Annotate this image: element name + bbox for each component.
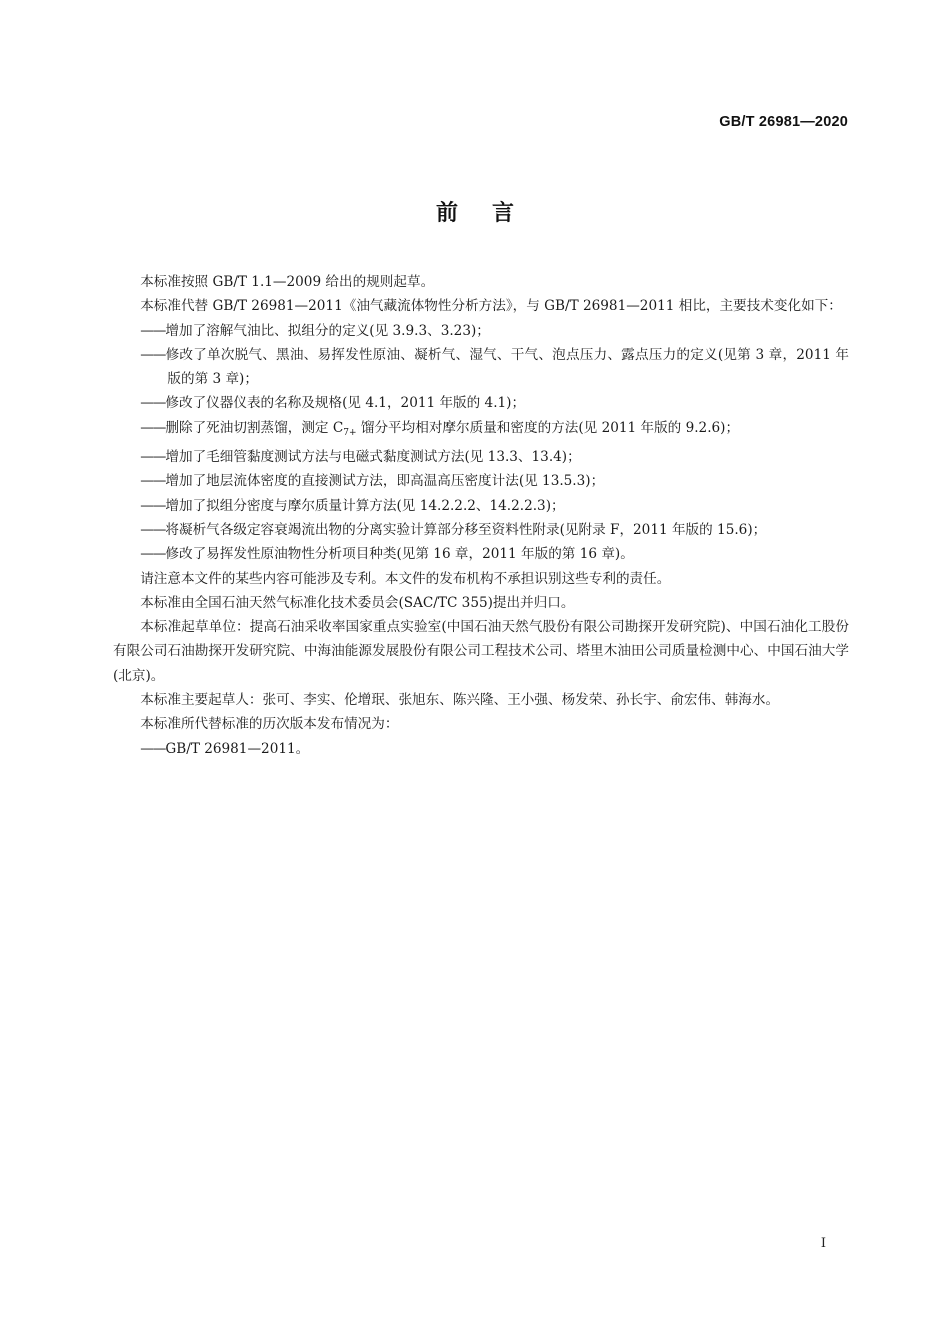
item-dash: —— — [140, 521, 166, 538]
subscript-7plus: 7+ — [343, 427, 357, 438]
page-title: 前言 — [435, 201, 548, 226]
change-item — [113, 343, 849, 392]
change-item — [113, 445, 849, 469]
paragraph-drafters: 本标准主要起草人：张可、李实、伦增珉、张旭东、陈兴隆、王小强、杨发荣、孙长宇、俞宏伟、韩海水。 — [140, 692, 780, 709]
paragraph-proposer: 本标准由全国石油天然气标准化技术委员会(SAC/TC 355)提出并归口。 — [140, 594, 575, 611]
item-dash: —— — [140, 473, 166, 490]
item-dash: —— — [140, 419, 166, 436]
paragraph-patent-notice: 请注意本文件的某些内容可能涉及专利。本文件的发布机构不承担识别这些专利的责任。 — [140, 570, 671, 587]
change-item-text: 增加了地层流体密度的直接测试方法，即高温高压密度计法(见 13.5.3)； — [165, 473, 605, 490]
change-item — [113, 319, 849, 343]
change-item-text: 修改了单次脱气、黑油、易挥发性原油、凝析气、湿气、干气、泡点压力、露点压力的定义(见第 3 章，2011 年版的第 3 章)； — [165, 346, 849, 388]
change-item — [113, 469, 849, 493]
change-item-text: 增加了拟组分密度与摩尔质量计算方法(见 14.2.2.2、14.2.2.3)； — [165, 497, 565, 514]
item-dash: —— — [140, 346, 166, 363]
change-item-text: 将凝析气各级定容衰竭流出物的分离实验计算部分移至资料性附录(见附录 F，2011 年版的 15.6)； — [165, 521, 767, 538]
change-item-text: 增加了溶解气油比、拟组分的定义(见 3.9.3、3.23)； — [165, 322, 490, 339]
change-item — [113, 542, 849, 566]
change-item — [113, 494, 849, 518]
change-item-text: 修改了易挥发性原油物性分析项目种类(见第 16 章，2011 年版的第 16 章)。 — [165, 546, 634, 563]
item-dash: —— — [140, 449, 166, 466]
item-dash: —— — [140, 322, 166, 339]
change-item — [113, 518, 849, 542]
change-item-text: 修改了仪器仪表的名称及规格(见 4.1，2011 年版的 4.1)； — [165, 395, 526, 412]
change-item-text: 删除了死油切割蒸馏，测定 C — [165, 419, 344, 436]
paragraph-drafting-rules: 本标准按照 GB/T 1.1—2009 给出的规则起草。 — [140, 274, 435, 290]
paragraph-drafting-units: 本标准起草单位：提高石油采收率国家重点实验室(中国石油天然气股份有限公司勘探开发研究院)、中国石油化工股份有限公司石油勘探开发研究院、中海油能源发展股份有限公司工程技术公司、塔里木油田公司质量检测中心、中国石油大学(北京)。 — [113, 619, 849, 684]
paragraph-history-intro: 本标准所代替标准的历次版本发布情况为： — [140, 716, 399, 733]
standard-code: GB/T 26981—2020 — [719, 114, 848, 130]
change-item-text: 增加了毛细管黏度测试方法与电磁式黏度测试方法(见 13.3、13.4)； — [165, 449, 581, 466]
paragraph-replacement: 本标准代替 GB/T 26981—2011《油气藏流体物性分析方法》，与 GB/T 26981—2011 相比，主要技术变化如下： — [140, 298, 842, 315]
change-item-text: 馏分平均相对摩尔质量和密度的方法(见 2011 年版的 9.2.6)； — [356, 419, 740, 436]
item-dash: —— — [140, 546, 166, 563]
change-item — [113, 416, 849, 445]
item-dash: —— — [140, 497, 166, 514]
history-item — [113, 737, 849, 761]
item-dash: —— — [140, 395, 166, 412]
document-body — [113, 270, 849, 761]
change-item — [113, 391, 849, 415]
page-number: I — [820, 1236, 826, 1251]
history-item-text: GB/T 26981—2011。 — [165, 740, 310, 757]
item-dash: —— — [140, 740, 166, 757]
